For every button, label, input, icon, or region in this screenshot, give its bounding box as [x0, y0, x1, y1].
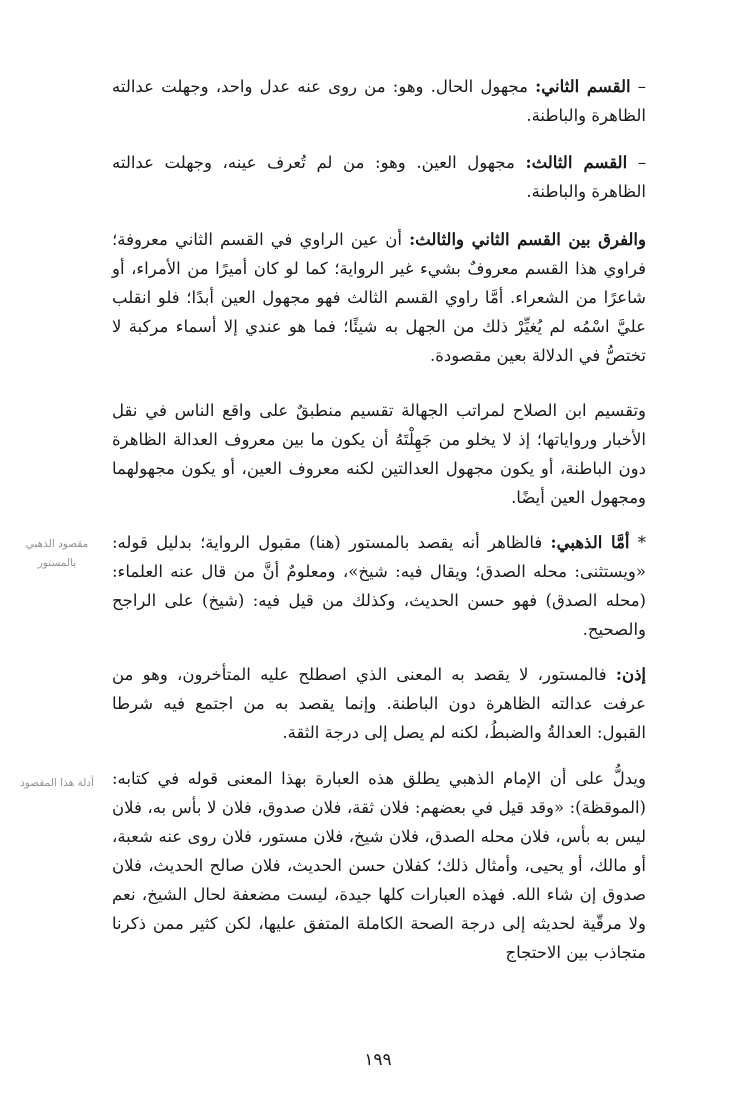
section-two-label: القسم الثاني: — [535, 77, 631, 96]
paragraph-section-three — [112, 148, 646, 206]
dhahabi-text: فالظاهر أنه يقصد بالمستور (هنا) مقبول الرواية؛ بدليل قوله: «ويستثنى: محله الصدق؛ ويقال فيه: شيخ»، ومعلومٌ أنَّ من قال عنه العلماء: (محله الصدق) فهو حسن الحديث، وكذلك من قيل فيه: (شيخ) على الراجح والصحيح. — [112, 533, 646, 639]
dash-marker: – — [627, 153, 647, 172]
evidence-text: ويدلُّ على أن الإمام الذهبي يطلق هذه العبارة بهذا المعنى قوله في كتابه: (الموقظة): «وقد قيل في بعضهم: فلان ثقة، فلان صدوق، فلان لا بأس به، فلان ليس به بأس، فلان محله الصدق، فلان شيخ، فلان مستور، فلان روى عنه شعبة، أو مالك، أو يحيى، وأمثال ذلك؛ كفلان حسن الحديث، فلان صالح الحديث، فلان صدوق إن شاء الله. فهذه العبارات كلها جيدة، ليست مضعفة لحال الشيخ، نعم ولا مرقّية لحديثه إلى درجة الصحة الكاملة المتفق عليها، لكن كثير ممن ذكرنا متجاذب بين الاحتجاج — [112, 769, 646, 962]
paragraph-difference — [112, 225, 646, 370]
paragraph-dhahabi — [112, 528, 646, 644]
page-number: ١٩٩ — [364, 1050, 392, 1070]
difference-label: والفرق بين القسم الثاني والثالث: — [409, 230, 646, 249]
ibn-salah-text: وتقسيم ابن الصلاح لمراتب الجهالة تقسيم منطبقٌ على واقع الناس في نقل الأخبار ورواياتها؛ إذ لا يخلو من جَهِلْتَهُ أن يكون ما بين معروف العدالة الظاهرة دون الباطنة، أو يكون مجهول العدالتين لكنه معروف العين، أو يكون مجهولهما ومجهول العين أيضًا. — [112, 401, 646, 507]
margin-note-evidence: أدلة هذا المقصود — [20, 777, 94, 789]
paragraph-evidence — [112, 764, 646, 967]
paragraph-ibn-salah — [112, 396, 646, 512]
section-three-label: القسم الثالث: — [525, 153, 628, 172]
difference-text: أن عين الراوي في القسم الثاني معروفة؛ فراوي هذا القسم معروفٌ بشيء غير الرواية؛ كما لو كان أميرًا من الأمراء، أو شاعرًا من الشعراء. أمَّا راوي القسم الثالث فهو مجهول العين أبدًا؛ فلو انقلب عليَّ اسْمُه لم يُغيِّرْ ذلك من الجهل به شيئًا؛ فما هو عندي إلا أسماء مركبة لا تختصُّ في الدلالة بعين مقصودة. — [112, 230, 646, 365]
dhahabi-label: أمَّا الذهبي: — [550, 533, 630, 552]
paragraph-section-two — [112, 72, 646, 130]
idhan-label: إذن: — [615, 665, 646, 684]
margin-note-dhahabi-intent: مقصود الذهبي بالمستور — [25, 538, 89, 569]
star-marker: * — [629, 533, 646, 552]
section-three-text: مجهول العين. وهو: من لم تُعرف عينه، وجهلت عدالته الظاهرة والباطنة. — [112, 153, 646, 201]
idhan-text: فالمستور، لا يقصد به المعنى الذي اصطلح عليه المتأخرون، وهو من عرفت عدالته الظاهرة دون الباطنة. وإنما يقصد به من اجتمع فيه شرطا القبول: العدالةُ والضبطُ، لكنه لم يصل إلى درجة الثقة. — [112, 665, 646, 742]
dash-marker: – — [630, 77, 646, 96]
paragraph-idhan — [112, 660, 646, 747]
section-two-text: مجهول الحال. وهو: من روى عنه عدل واحد، وجهلت عدالته الظاهرة والباطنة. — [112, 77, 646, 125]
